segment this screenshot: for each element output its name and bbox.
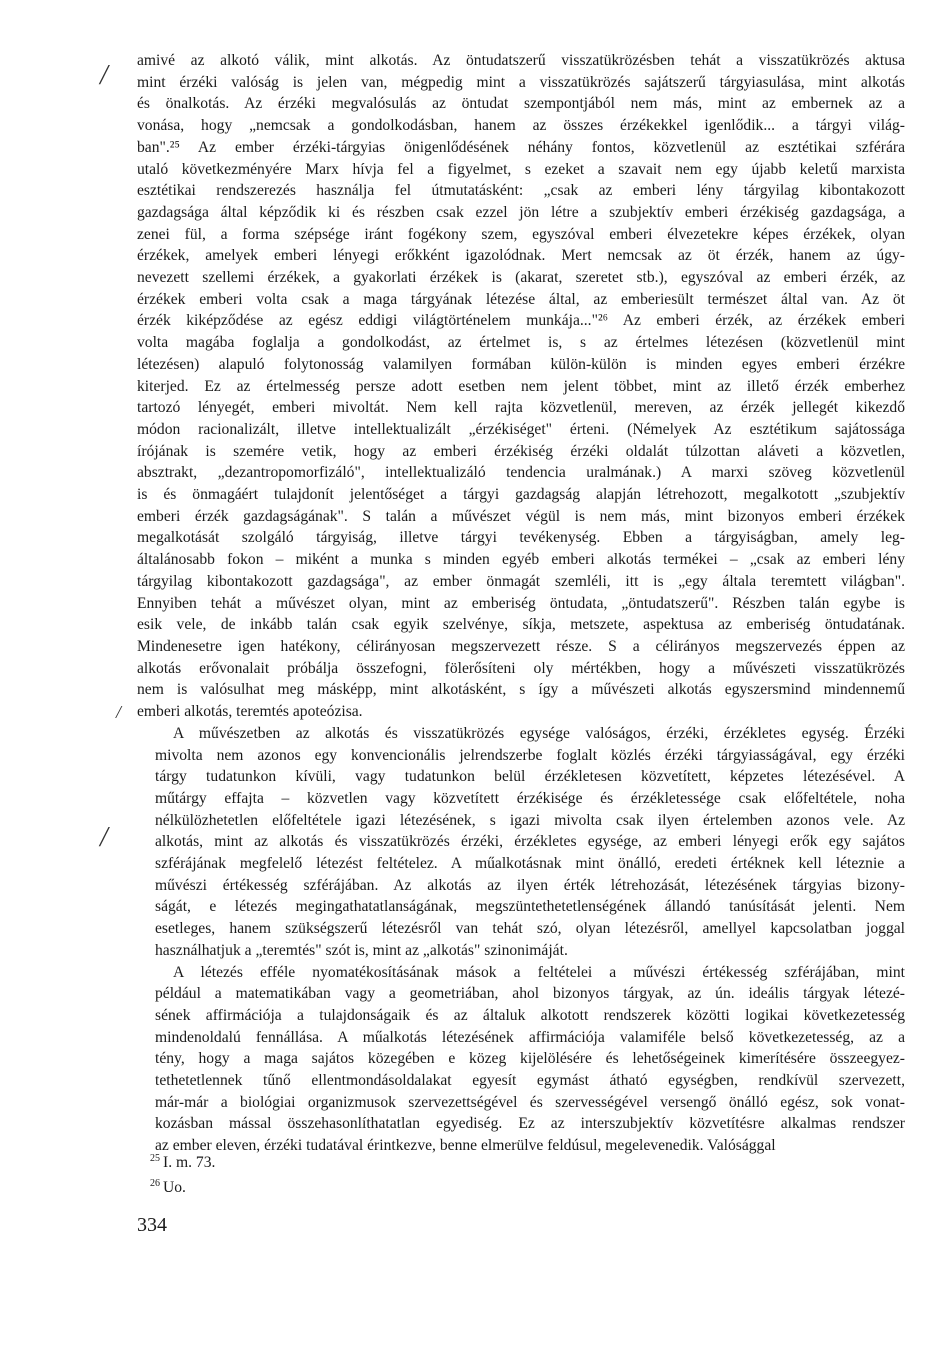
- text-line: mint érzéki valóság is jelen van, mégpedig mint a visszatükrözés sajátszerű tárgyiasulása, mint alkotás: [137, 73, 905, 91]
- text-line: kiterjed. Ez az értelmesség persze adott esetben nem jelent többet, mint az illető érzék emberhez: [137, 377, 905, 395]
- text-line: esetleges, hanem szükségszerű létezésről van tehát szó, olyan létezésről, amellyel kapcsolatban joggal: [155, 920, 905, 938]
- text-line: emberi alkotás, teremtés apoteózisa.: [137, 703, 363, 721]
- text-line: esik vele, de inkább talán csak egyik szelvénye, síkja, metszete, aspektusa az emberiség öntudatának.: [137, 616, 905, 634]
- text-line: szférájának megfelelő létezést feltételez. A műalkotásnak mint önálló, eredeti értéknek kell léteznie a: [155, 855, 905, 873]
- text-line: módon racionalizált, illetve intellektualizált „érzékiséget" érteni. (Némelyek Az esztétikum sajátossága: [137, 420, 905, 438]
- text-line: alkotás erővonalait próbálja összefogni, fölerősíteni oly mértékben, hogy a művészeti visszatükrözés: [137, 659, 905, 677]
- text-line: absztrakt, „dezantropomorfizáló", intellektualizáló tendencia uralmának.) A marxi szöveg közvetlenül: [137, 464, 905, 482]
- page-number: 334: [137, 1214, 167, 1236]
- text-line: művészi értékesség szférájában. Az alkotás az ilyen érték létrehozását, létezésének tárgyias bizony-: [155, 876, 905, 894]
- text-line: például a matematikában vagy a geometriában, ahol bizonyos tárgyak, az ún. ideális tárgyak létezé-: [155, 985, 905, 1003]
- text-line: és önalkotás. Az érzéki megvalósulás az öntudat szempontjából nem más, mint az embernek az a: [137, 95, 905, 113]
- margin-mark: /: [100, 822, 108, 853]
- text-line: tény, hogy a maga sajátos közegében e közeg kijelölésére és lehetőségeinek kimerítésére összeegyez-: [155, 1050, 905, 1068]
- text-line: érzékek, amelyek emberi lényegi erőkként igazolódnak. Mert nemcsak az öt érzék, hanem az úgy-: [137, 247, 905, 265]
- text-line: vonása, hogy „nemcsak a gondolkodásban, hanem az összes érzékekkel igenlődik... a tárgyi világ-: [137, 117, 905, 135]
- text-line: ságát, e létezés megingathatatlanságának, megszüntethetetlenségének állandó tanúsítását jelenti. Nem: [155, 898, 905, 916]
- body-text: [137, 50, 905, 1157]
- text-line: zenei fül, a forma szépsége iránt fogékony szem, egyszóval emberi élvezetekre képes érzékek, olyan: [137, 225, 905, 243]
- text-line: ban".²⁵ Az ember érzéki-tárgyias önigenlődésének néhány fontos, közvetlenül az esztétikai szférára: [137, 138, 905, 156]
- text-line: érzékek emberi volta csak a maga tárgyának létezése által, az emberiesült természet által van. Az öt: [137, 290, 905, 308]
- text-line: létezésen) alapuló folytonosság valamilyen formában külön-külön is minden egyes emberi érzékre: [137, 355, 905, 373]
- text-line: általánosabb fokon – miként a munka s minden egyéb emberi alkotás termékei – „csak az emberi lény: [137, 551, 905, 569]
- text-line: A művészetben az alkotás és visszatükrözés egysége valóságos, érzéki, érzékletes egység. Érzéki: [173, 724, 905, 742]
- footnote-number: 25: [150, 1153, 160, 1164]
- text-line: megalkotását szolgáló tárgyiság, illetve tárgyi tevékenység. Ebben a tárgyiságban, amely leg-: [137, 529, 905, 547]
- footnotes: [150, 1148, 215, 1198]
- text-line: használhatjuk a „teremtés" szót is, mint az „alkotás" szinonimáját.: [155, 941, 568, 959]
- text-line: mindenoldalú fennállása. A műalkotás létezésének affirmációja valamiféle belső következetesség, az a: [155, 1028, 905, 1046]
- footnote: [150, 1148, 215, 1173]
- text-line: Ennyiben tehát a művészet olyan, mint az emberiség öntudata, „öntudatszerű". Részben talán egybe is: [137, 594, 905, 612]
- margin-mark: /: [116, 702, 122, 722]
- text-line: nevezett szellemi érzékek, a gyakorlati érzékek is (akarat, szeretet stb.), egyszóval az emberi érzék, az: [137, 269, 905, 287]
- text-line: tethetetlennek tűnő ellentmondásoldalakat egyesít egymást átható egységben, rendkívül szervezett,: [155, 1072, 905, 1090]
- text-line: mivolta nem azonos egy konvencionális jelrendszerbe foglalt közlés érzéki tárgyiasságával, egy érzéki: [155, 746, 905, 764]
- footnote-number: 26: [150, 1178, 160, 1190]
- footnote: [150, 1173, 215, 1198]
- text-line: utaló következményére Marx hívja fel a figyelmet, s ezeket a szavait nem egy újabb keletű marxista: [137, 160, 905, 178]
- margin-mark: /: [100, 60, 108, 91]
- paragraph: [137, 962, 905, 1157]
- text-line: már-már a biológiai organizmusok szervezettségével és szervességével versengő önálló egész, sok vonat-: [155, 1093, 905, 1111]
- text-line: is és önmagáért tulajdonít jelentőséget a tárgyi gazdagság alapján létrehozott, megalkotott „szubjektív: [137, 486, 905, 504]
- text-line: volta magába foglalja a gondolkodást, az értelmet is, s az értelmes létezésen (közvetlenül mint: [137, 334, 905, 352]
- text-line: tárgy tudatunkon kívüli, vagy tudatunkon belül érzékletesen közvetített, képzetes létezésével. A: [155, 768, 905, 786]
- text-line: nem is valósulhat meg másképp, mint alkotásként, s így a művészeti alkotás egyszersmind mindennemű: [137, 681, 905, 699]
- text-line: tartozó lényegét, emberi mivoltát. Nem kell rajta közvetlenül, mereven, az érzék jellegét kikezdő: [137, 399, 905, 417]
- text-line: az ember eleven, érzéki tudatával érintkezve, benne elmerülve feldúsul, megelevenedik. Valósággal: [155, 1137, 776, 1155]
- text-line: emberi érzék gazdagságának". S talán a művészet végül is nem más, mint bizonyos emberi érzékek: [137, 507, 905, 525]
- text-line: tárgyilag kibontakozott gazdagsága", az ember önmagát szemléli, itt is „egy általa teremtett világban".: [137, 572, 905, 590]
- text-line: sének affirmációja a tulajdonságaik és az általuk alkotott rendszerek közötti logikai következetesség: [155, 1006, 905, 1024]
- text-line: műtárgy effajta – közvetlen vagy közvetített érzékisége és érzékletessége csak előfeltétele, noha: [155, 789, 905, 807]
- text-line: érzék kiképződése az egész eddigi világtörténelem munkája..."²⁶ Az emberi érzék, az érzékek emberi: [137, 312, 905, 330]
- footnote-text: I. m. 73.: [163, 1154, 216, 1172]
- text-line: A létezés efféle nyomatékosításának mások a feltételei a művészi értékesség szférájában, mint: [173, 963, 905, 981]
- text-line: amivé az alkotó válik, mint alkotás. Az öntudatszerű visszatükrözésben tehát a visszatükrözés aktusa: [137, 52, 905, 69]
- footnote-text: Uo.: [163, 1179, 186, 1197]
- paragraph: [137, 50, 905, 723]
- text-line: gazdagsága által képződik ki és részben csak ezzel jön létre a szubjektív emberi érzékiség gazdagsága, a: [137, 203, 905, 221]
- text-line: írójának is szemére vetik, hogy az emberi érzékiség érzéki oldalát túlzottan aláveti a közvetlen,: [137, 442, 905, 460]
- text-line: esztétikai rendszerezés használja fel útmutatásként: „csak az emberi lény tárgyilag kibontakozott: [137, 182, 905, 200]
- text-line: kozásban mással összehasonlíthatatlan egyediség. Ez az interszubjektív közvetítésre alkalmas rendszer: [155, 1115, 905, 1133]
- paragraph: [137, 723, 905, 962]
- text-line: alkotás, mint az alkotás és visszatükrözés érzéki, érzékletes egysége, az emberi lényegi erők egy sajátos: [155, 833, 905, 851]
- text-line: nélkülözhetetlen előfeltétele igazi létezésének, s igazi mivolta csak ilyen értelemben azonos vele. Az: [155, 811, 905, 829]
- text-line: Mindenesetre igen hatékony, célirányosan megszervezett része. S a célirányos megszervezés éppen az: [137, 637, 905, 655]
